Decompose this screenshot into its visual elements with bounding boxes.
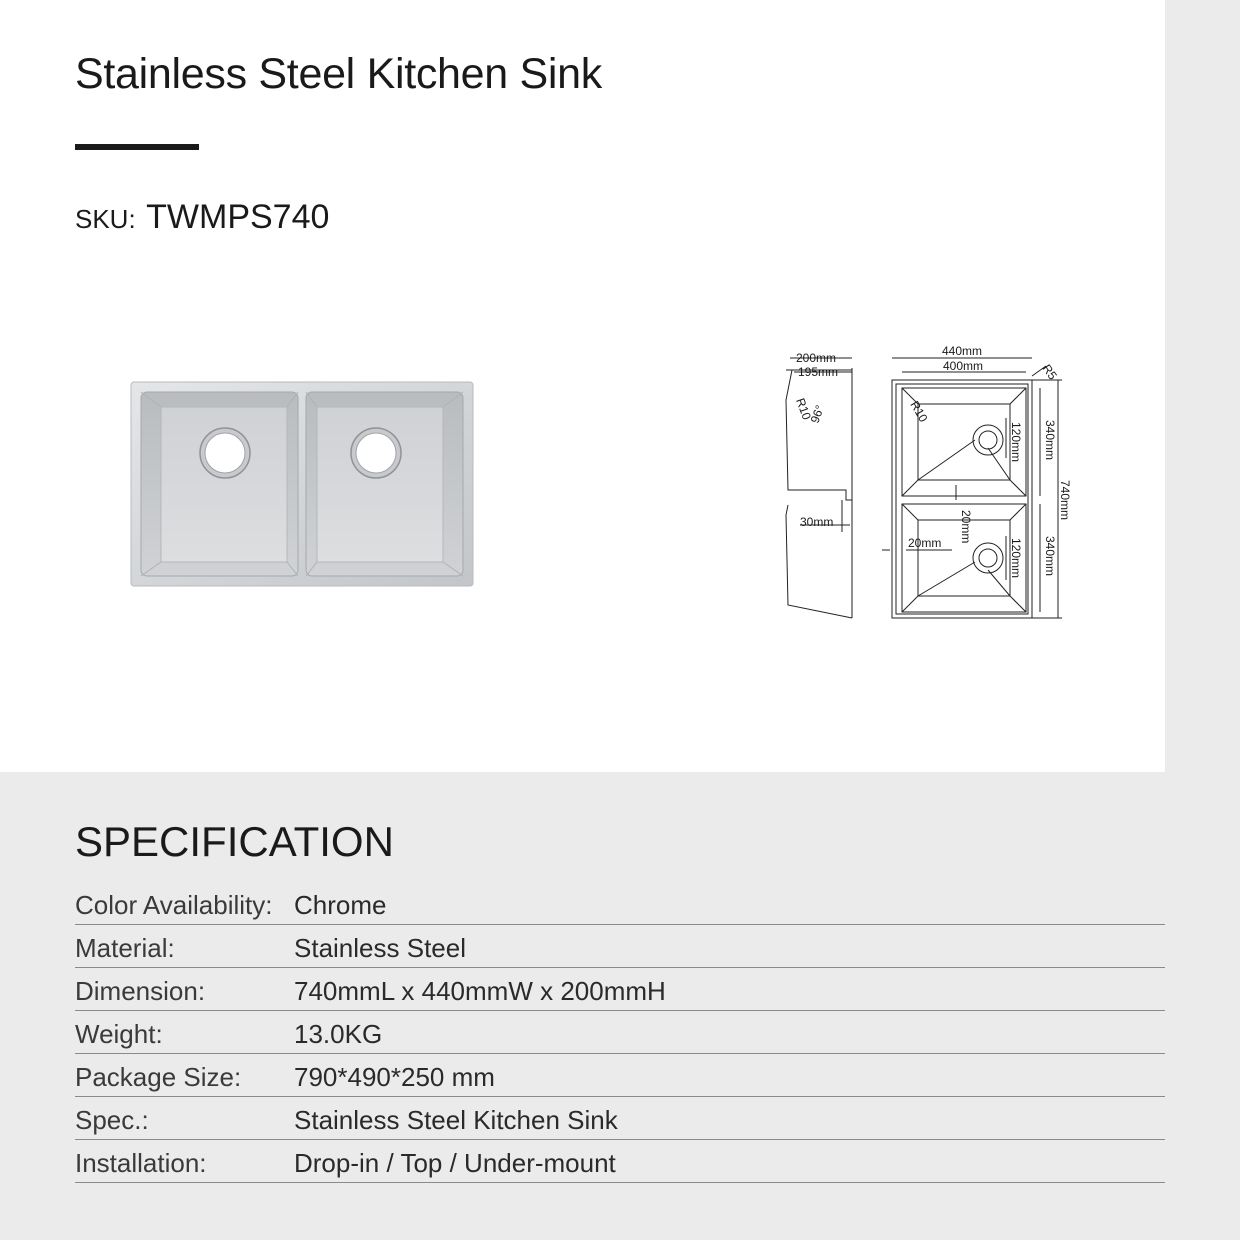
dim-total-length: 740mm <box>1058 480 1072 521</box>
dim-rim: 20mm <box>908 536 942 550</box>
spec-row-installation <box>75 1140 1165 1183</box>
dim-side-angle: 96° <box>807 403 828 426</box>
spec-value: Chrome <box>294 890 387 920</box>
spec-key: Weight: <box>75 1019 163 1049</box>
spec-value: Drop-in / Top / Under-mount <box>294 1148 616 1178</box>
spec-row-spec <box>75 1097 1165 1140</box>
dim-drain-top: 120mm <box>1009 422 1023 463</box>
spec-row-color <box>75 882 1165 925</box>
spec-key: Installation: <box>75 1148 207 1178</box>
spec-key: Material: <box>75 933 175 963</box>
dim-side-inner: 195mm <box>798 365 839 379</box>
spec-value: 740mmL x 440mmW x 200mmH <box>294 976 666 1006</box>
title-underline <box>75 144 199 150</box>
spec-value: 13.0KG <box>294 1019 383 1049</box>
dim-divider: 20mm <box>959 510 973 544</box>
sku-value: TWMPS740 <box>146 198 330 236</box>
dim-side-outer: 200mm <box>796 351 837 365</box>
dim-side-flange: 30mm <box>800 515 834 529</box>
specification-heading: SPECIFICATION <box>75 818 394 865</box>
spec-key: Dimension: <box>75 976 206 1006</box>
spec-key: Spec.: <box>75 1105 149 1135</box>
specification-table <box>75 882 1165 1183</box>
sku-label: SKU: <box>75 204 136 234</box>
spec-value: Stainless Steel Kitchen Sink <box>294 1105 618 1135</box>
spec-key: Package Size: <box>75 1062 242 1092</box>
spec-value: 790*490*250 mm <box>294 1062 495 1092</box>
dim-top-outer: 440mm <box>942 344 983 358</box>
dim-corner-inner: R10 <box>907 398 931 425</box>
dim-corner-outer: R5 <box>1039 361 1060 383</box>
spec-row-material <box>75 925 1165 968</box>
spec-key: Color Availability: <box>75 890 273 920</box>
spec-row-dimension <box>75 968 1165 1011</box>
dim-side-radius: R10 <box>793 396 814 422</box>
spec-row-weight <box>75 1011 1165 1054</box>
dim-top-inner: 400mm <box>943 359 984 373</box>
spec-row-package-size <box>75 1054 1165 1097</box>
dim-drain-bottom: 120mm <box>1009 538 1023 579</box>
dim-bowl-bottom: 340mm <box>1043 536 1057 577</box>
sku-line <box>75 198 329 237</box>
technical-drawing <box>770 340 1070 630</box>
spec-value: Stainless Steel <box>294 933 466 963</box>
sink-product-image <box>131 382 473 586</box>
dim-bowl-top: 340mm <box>1043 420 1057 461</box>
product-title: Stainless Steel Kitchen Sink <box>75 50 603 98</box>
